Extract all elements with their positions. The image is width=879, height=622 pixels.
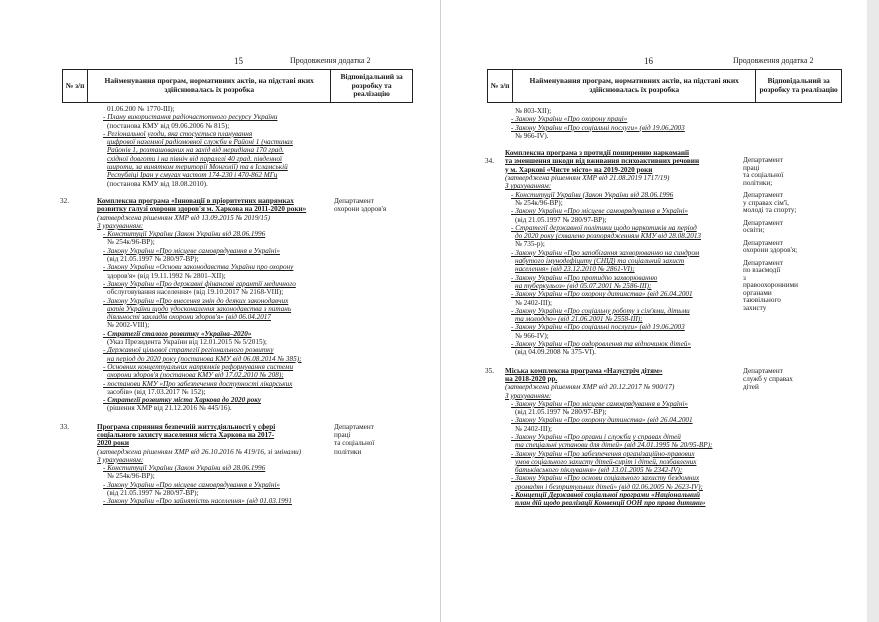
entry-34 (487, 149, 843, 356)
text-line: - Закону України «Про місцеве самоврядування в Україні» (511, 399, 689, 408)
program-title: розвитку галузі охорони здоров'я м. Харкова на 2011-2020 роки» (97, 205, 307, 214)
text-line: - Закону України «Основи законодавства України про охорону (103, 263, 294, 272)
considering-label: З урахуванням: (97, 455, 144, 464)
text-line: та спеціальні установи для дітей» (від 24.01.1995 № 20/95-ВР); (515, 441, 713, 450)
text-line: - Закону України «Про місцеве самоврядування в Україні» (511, 207, 689, 216)
considering-label: З урахуванням: (505, 391, 552, 400)
text-line: обслуговування населення» (від 19.10.2017 № 2168-VIII); (107, 288, 284, 297)
considering-label: З урахуванням: (505, 182, 552, 191)
entry-number: 33. (60, 422, 69, 431)
text-line: - Закону України «Про внесення змін до деяких законодавчих (103, 296, 289, 305)
text-line: - Закону України «Про охорону дитинства» (від 26.04.2001 (511, 416, 693, 425)
resp-line: праці (334, 430, 351, 439)
text-line: № 2402-ІІІ); (515, 298, 552, 307)
header-resp: Відповідальний за розробку та реалізацію (331, 70, 413, 103)
entry-number: 34. (485, 157, 494, 166)
resp-line: освіти; (743, 227, 765, 235)
program-title: соціального захисту населення міста Харкова на 2017- (97, 430, 275, 439)
right-page (440, 0, 879, 622)
header-resp: Відповідальний за розробку та реалізацію (756, 70, 842, 103)
text-line: - постанови КМУ «Про забезпечення доступності лікарських (103, 379, 293, 388)
header-num: № з/п (63, 70, 88, 103)
resp-line: Департамент (743, 219, 783, 227)
resp-line: органами (743, 289, 772, 297)
entry-35 (487, 367, 843, 508)
text-line: - Закону України «Про місцеве самоврядування в Україні» (103, 246, 281, 255)
text-line: - Закону України «Про забезпечення організаційно-правових (511, 449, 695, 458)
program-title: Комплексна програма з протидії поширенню наркоманії (505, 149, 690, 158)
text-line: - Регіональної угоди, яка стосується планування (103, 129, 253, 138)
text-line: (рішення ХМР від 21.12.2016 № 445/16). (107, 404, 232, 413)
text-line: Районів 1, розташованих на захід від меридіана 170 град. (107, 146, 284, 155)
text-line: - Основних концептуальних напрямків реформування системи (103, 362, 294, 371)
entry-33 (62, 423, 412, 506)
resp-line: таювільного (743, 297, 781, 305)
text-line: - Закону України «Про місцеве самоврядування в Україні» (103, 480, 281, 489)
text-line: набутого імунодефіциту (СНІД) та соціальний захист (515, 257, 685, 266)
program-title: у м. Харкові «Чисте місто» на 2019-2020 роки (505, 165, 653, 174)
text-line: широти, за винятком території Монголії) та в Ісламській (107, 163, 288, 172)
continued-entry (487, 107, 843, 140)
text-line: - Закону України «Про протидію захворюванню (511, 273, 658, 282)
text-line: (від 21.05.1997 № 280/97-ВР); (515, 408, 607, 417)
entry-number: 32. (60, 196, 69, 205)
resp-line: правоохоронними (743, 282, 799, 290)
text-line: (постанова КМУ від 18.08.2010). (107, 179, 208, 188)
text-line: - Закону України «Про запобігання захворюванню на синдром (511, 248, 700, 257)
text-line: (Указ Президента України від 12.01.2015 № 5/2015); (107, 338, 267, 347)
responsible-dept (743, 157, 841, 312)
text-line: - Конституції України (Закон України від 28.06.1996 (103, 464, 266, 473)
table-body (487, 107, 843, 518)
text-line: № 735-р); (515, 240, 545, 249)
scan-edge (867, 0, 879, 622)
text-line: здоров'я» (від 19.11.1992 № 2801–ХІІ); (107, 271, 226, 280)
resp-line: Департамент (743, 366, 783, 375)
table-header (487, 69, 842, 103)
text-line: на туберкульоз» (від 05.07.2001 № 2586-ІІІ); (515, 281, 652, 290)
program-title: на 2018-2020 рр. (505, 374, 558, 383)
program-title: 2020 роки (97, 439, 130, 448)
text-line: план дій щодо реалізації Конвенції ООН про права дитини» (515, 499, 706, 508)
text-line: - Закону України «Про соціальні послуги» (від 19.06.2003 (511, 123, 685, 132)
header-name: Найменування програм, нормативних актів, на підставі яких здійснювалась їх розробка (513, 70, 756, 103)
text-line: цифрової наземної радіомовної служби в Районі 1 (частинах (107, 138, 293, 147)
text-line: № 966-ІV). (515, 131, 549, 140)
left-page (0, 0, 439, 622)
resp-line: та соціальної (743, 172, 784, 180)
page-number: 15 (234, 56, 243, 66)
text-line: - Закону України «Про органи і служби у справах дітей (511, 432, 681, 441)
resp-line: політики; (743, 179, 773, 187)
text-line: 01.06.200 № 1770-ІІІ); (107, 105, 175, 113)
header-num: № з/п (488, 70, 513, 103)
text-line: - Закону України «Про оздоровлення та відпочинок дітей» (511, 340, 691, 349)
text-line: (від 21.05.1997 № 280/97-ВР); (107, 489, 199, 498)
text-line: - Закону України «Про соціальні послуги» (від 19.06.2003 (511, 323, 685, 332)
resp-line: дітей (743, 383, 759, 392)
text-line: - Закону України «Про охорону праці» (511, 115, 628, 124)
program-title: Програма сприяння безпечній життєдіяльності у сфері (97, 422, 276, 431)
resp-line: Департамент (743, 259, 783, 267)
considering-label: З урахуванням: (97, 221, 144, 230)
text-line: - Плану використання радіочастотного ресурсу України (103, 113, 278, 122)
responsible-dept (334, 423, 416, 456)
resp-line: Департамент (334, 422, 374, 431)
resp-line: захисту (743, 304, 767, 312)
resp-line: та соціальної (334, 439, 375, 448)
text-line: до 2020 року (схвалено розпорядженням КМУ від 28.08.2013 (515, 232, 702, 241)
resp-line: охорони здоров'я (334, 205, 387, 214)
resp-line: Департамент (334, 196, 374, 205)
continuation-label: Продовження додатка 2 (290, 56, 371, 65)
text-line: (від 21.05.1997 № 280/97-ВР); (515, 215, 607, 224)
text-line: (від 04.09.2008 № 375-VI). (515, 348, 596, 357)
resp-line: політики (334, 447, 362, 456)
program-title: Міська комплексна програма «Назустріч дітям» (505, 366, 663, 375)
text-line: № 254к/96-ВР); (107, 472, 155, 481)
text-line: № 803-ХІІ); (515, 107, 552, 115)
text-line: № 254к/96-ВР); (515, 198, 563, 207)
resp-line: праці (743, 164, 760, 172)
text-line: № 254к/96-ВР); (107, 238, 155, 247)
resp-line: Департамент (743, 157, 783, 165)
resp-line: охорони здоров'я; (743, 247, 798, 255)
resp-line: Департамент (743, 192, 783, 200)
text-line: (від 21.05.1997 № 280/97-ВР); (107, 255, 199, 264)
entry-32 (62, 197, 412, 413)
text-line: батьківського піклування» (від 13.01.2005 № 2342-IV); (515, 466, 683, 475)
text-line: Республіці Іран у смугах частот 174-230 і 470-862 МГц (107, 171, 278, 180)
resp-line: з (743, 274, 746, 282)
text-line: охорони здоров'я (постанова КМУ від 17.02.2010 № 208); (107, 371, 284, 380)
text-line: громадян і безпритульних дітей» (від 02.06.2005 № 2623-IV); (515, 482, 703, 491)
table-body (62, 105, 412, 516)
text-line: засобів» (від 17.03.2017 № 152); (107, 387, 206, 396)
approval-note: (затверджена рішенням ХМР від 26.10.2016 № 419/16, зі змінами) (97, 447, 302, 456)
text-line: - Закону України «Про основи соціального захисту бездомних (511, 474, 700, 483)
table-header (62, 69, 413, 103)
resp-line: по взаємодії (743, 267, 781, 275)
text-line: - Конституції України (Закон України від 28.06.1996 (511, 190, 674, 199)
text-line: - Конституції України (Закон України від 28.06.1996 (103, 230, 266, 239)
text-line: (постанова КМУ від 09.06.2006 № 815); (107, 121, 230, 130)
program-title: та зменшення шкоди від вживання психоактивних речовин (505, 157, 700, 166)
text-line: - Стратегії сталого розвитку «Україна–2020» (103, 329, 252, 338)
text-line: населення» (від 23.12.2010 № 2861-VI); (515, 265, 635, 274)
header-name: Найменування програм, нормативних актів, на підставі яких здійснювалась їх розробка (88, 70, 331, 103)
text-line: - Концепції Державної соціальної програми «Національний (511, 491, 700, 500)
approval-note: (затверджена рішенням ХМР від 21.08.2019 1717/19) (505, 174, 670, 183)
continuation-label: Продовження додатка 2 (733, 56, 814, 65)
text-line: східної довготи і на північ від паралелі 40 град. південної (107, 154, 283, 163)
text-line: актів України щодо удосконалення законодавства з питань (107, 304, 292, 313)
text-line: - Закону України «Про зайнятість населення» (від 01.03.1991 (103, 497, 292, 506)
text-line: - Державної цільової стратегії регіонального розвитку (103, 346, 274, 355)
responsible-dept (743, 367, 841, 392)
resp-line: служб у справах (743, 374, 793, 383)
text-line: - Закону України «Про соціальну роботу з сім'ями, дітьми (511, 306, 690, 315)
resp-line: молоді та спорту; (743, 207, 797, 215)
approval-note: (затверджена рішенням ХМР від 13.09.2015 № 2019/15) (97, 213, 271, 222)
text-line: - Закону України «Про охорону дитинства» (від 26.04.2001 (511, 290, 693, 299)
responsible-dept (334, 197, 416, 214)
resp-line: Департамент (743, 239, 783, 247)
text-line: та молоддю» (від 21.06.2001 № 2558-ІІІ); (515, 315, 643, 324)
text-line: умов соціального захисту дітей-сиріт і дітей, позбавлених (515, 457, 697, 466)
page-number: 16 (644, 56, 653, 66)
text-line: - Стратегії державної політики щодо наркотиків на період (511, 223, 697, 232)
program-title: Комплексна програма «Інновації в пріоритетних напрямках (97, 196, 294, 205)
resp-line: у справах сім'ї, (743, 199, 789, 207)
text-line: - Закону України «Про державні фінансові гарантії медичного (103, 279, 296, 288)
text-line: - Стратегії розвитку міста Харкова до 2020 року (103, 396, 262, 405)
text-line: діяльності закладів охорони здоров'я» (від 06.04.2017 (107, 313, 271, 322)
approval-note: (затверджена рішенням ХМР від 20.12.2017 № 900/17) (505, 383, 675, 392)
continued-entry (62, 105, 412, 188)
text-line: № 966-ІV); (515, 331, 549, 340)
entry-number: 35. (485, 366, 494, 375)
text-line: на період до 2020 року (постанова КМУ від 06.08.2014 № 385); (107, 354, 302, 363)
text-line: № 2402-ІІІ); (515, 424, 552, 433)
text-line: № 2002-VIII); (107, 321, 150, 330)
